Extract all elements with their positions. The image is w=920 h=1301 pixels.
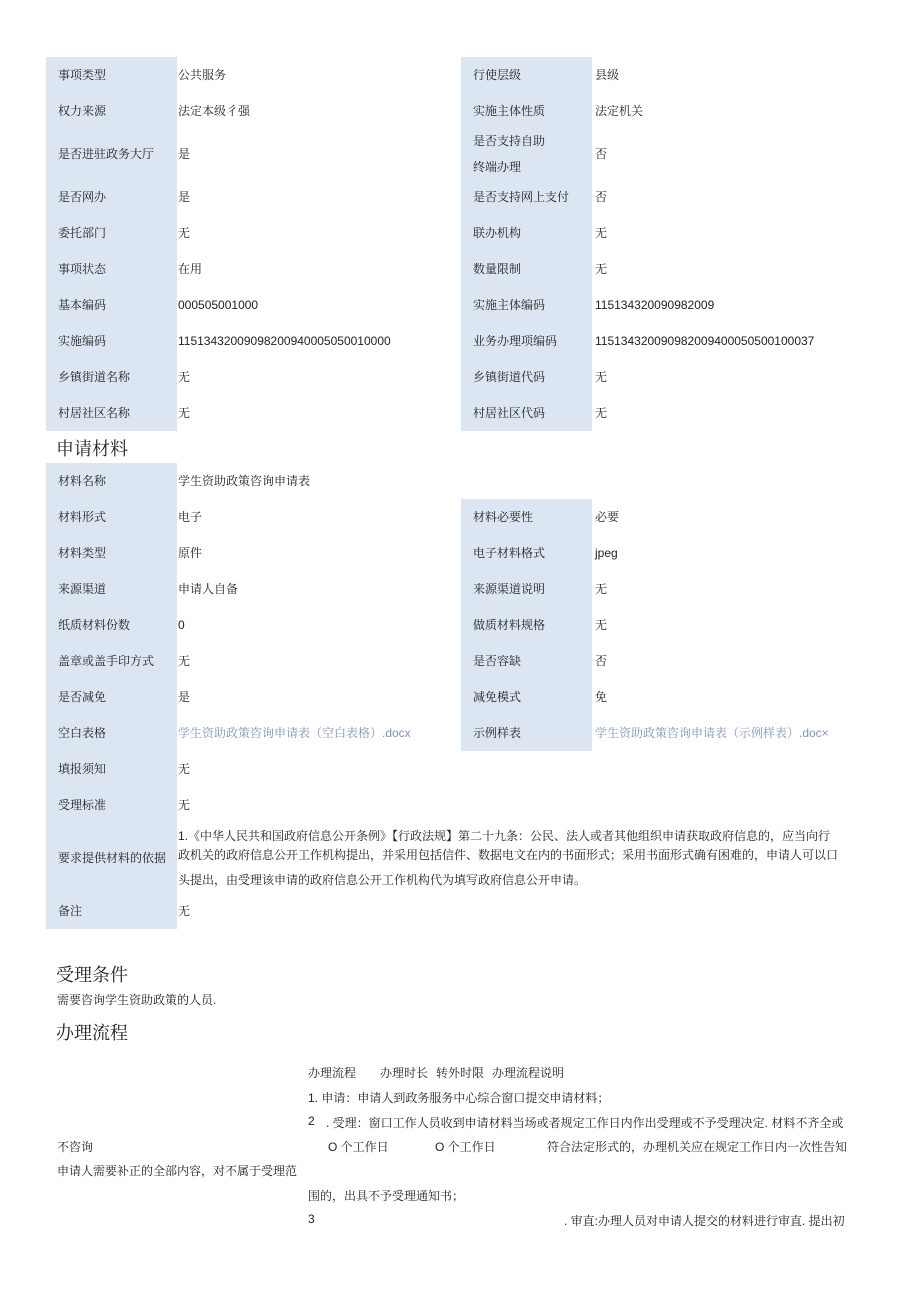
row-value-left: 11513432009098200940005050010000 xyxy=(178,334,391,348)
sample-form-link[interactable]: 学生资助政策咨询申请表（示例样表）.doc× xyxy=(595,726,829,740)
note-value: 无 xyxy=(178,904,191,918)
row-value-right: 必要 xyxy=(595,510,620,524)
process-header-flow: 办理流程 xyxy=(308,1066,357,1080)
row-label-left: 材料类型 xyxy=(46,535,177,571)
row-value-left: 无 xyxy=(178,370,191,384)
table-row xyxy=(46,287,860,323)
basis-row xyxy=(46,823,860,893)
row-value-left: 法定本级彳强 xyxy=(178,104,251,118)
acceptance-standard-label: 受理标准 xyxy=(46,787,177,823)
materials-table xyxy=(46,463,860,929)
fill-notice-value: 无 xyxy=(178,762,191,776)
basis-line-2: 政机关的政府信息公开工作机构提出，并采用包括信件、数据电文在内的书面形式；采用书面形式确有困难的，申请人可以口 xyxy=(178,847,839,862)
table-row xyxy=(46,179,860,215)
process-item-name: 不咨询 xyxy=(57,1140,94,1154)
row-value-right: 法定机关 xyxy=(595,104,644,118)
row-label-left: 空白表格 xyxy=(46,715,177,751)
row-value-right: 115134320090982009 xyxy=(595,298,715,312)
row-label-right: 业务办理项编码 xyxy=(461,323,592,359)
row-label-left: 来源渠道 xyxy=(46,571,177,607)
table-row xyxy=(46,535,860,571)
row-label-left: 基本编码 xyxy=(46,287,177,323)
row-label-left: 事项类型 xyxy=(46,57,177,93)
process-step-2-text-c: 围的，出具不予受理通知书； xyxy=(308,1189,465,1203)
row-value-left: 是 xyxy=(178,190,191,204)
process-step-2-number: 2 xyxy=(308,1114,315,1128)
row-value-left: 0 xyxy=(178,618,185,632)
process-step-3-number: 3 xyxy=(308,1212,315,1226)
basis-line-1: 1.《中华人民共和国政府信息公开条例》【行政法规】第二十九条：公民、法人或者其他组织申请获取政府信息的，应当向行 xyxy=(178,828,831,843)
table-row xyxy=(46,359,860,395)
section-title-conditions: 受理条件 xyxy=(56,965,128,985)
row-label-left: 是否减免 xyxy=(46,679,177,715)
row-label-left: 是否进驻政务大厅 xyxy=(46,129,177,179)
row-value-right: 无 xyxy=(595,262,608,276)
basis-line-3: 头提出，由受理该申请的政府信息公开工作机构代为填写政府信息公开申请。 xyxy=(178,872,587,887)
process-header-transfer: 转外时限 xyxy=(436,1066,485,1080)
row-value-right: 无 xyxy=(595,226,608,240)
process-step-3-text: . 审直:办理人员对申请人提交的材料进行审直. 提出初 xyxy=(564,1214,845,1228)
row-value-left: 电子 xyxy=(178,510,203,524)
row-value-left: 公共服务 xyxy=(178,68,227,82)
material-name-value: 学生资助政策咨询申请表 xyxy=(178,474,311,488)
row-label-right: 减免模式 xyxy=(461,679,592,715)
note-row xyxy=(46,893,860,929)
row-value-left: 无 xyxy=(178,226,191,240)
table-row xyxy=(46,643,860,679)
process-transfer-value: O 个工作日 xyxy=(435,1140,496,1154)
table-row xyxy=(46,715,860,751)
row-label-right: 做质材料规格 xyxy=(461,607,592,643)
row-value-left: 申请人自备 xyxy=(178,582,239,596)
row-value-left: 无 xyxy=(178,406,191,420)
table-row xyxy=(46,607,860,643)
process-item-desc: 申请人需要补正的全部内容，对不属于受理范 xyxy=(57,1164,298,1178)
row-value-right: 否 xyxy=(595,654,608,668)
row-label-right: 乡镇街道代码 xyxy=(461,359,592,395)
row-label-left: 是否网办 xyxy=(46,179,177,215)
row-label-right: 是否支持自助终端办理 xyxy=(461,129,592,179)
row-label-right: 材料必要性 xyxy=(461,499,592,535)
table-row xyxy=(46,323,860,359)
process-duration-value: O 个工作日 xyxy=(328,1140,389,1154)
row-label-right: 联办机构 xyxy=(461,215,592,251)
table-row xyxy=(46,499,860,535)
row-value-right: 无 xyxy=(595,618,608,632)
process-header-duration: 办理时长 xyxy=(380,1066,429,1080)
material-name-row xyxy=(46,463,860,499)
row-label-right: 示例样表 xyxy=(461,715,592,751)
row-value-right: 否 xyxy=(595,190,608,204)
row-label-right: 行使层级 xyxy=(461,57,592,93)
row-value-left: 是 xyxy=(178,147,191,161)
table-row xyxy=(46,93,860,129)
row-label-right: 实施主体性质 xyxy=(461,93,592,129)
basis-label: 要求提供材料的依据 xyxy=(46,823,177,893)
row-value-right: 县级 xyxy=(595,68,620,82)
row-label-left: 实施编码 xyxy=(46,323,177,359)
table-row xyxy=(46,129,860,179)
row-label-right: 数量限制 xyxy=(461,251,592,287)
row-value-right: 无 xyxy=(595,582,608,596)
row-value-right: 否 xyxy=(595,147,608,161)
section-title-process: 办理流程 xyxy=(56,1023,128,1043)
row-value-right: 无 xyxy=(595,370,608,384)
acceptance-standard-value: 无 xyxy=(178,798,191,812)
blank-form-link[interactable]: 学生资助政策咨询申请表（空白表格）.docx xyxy=(178,726,411,740)
row-value-left: 是 xyxy=(178,690,191,704)
table-row xyxy=(46,251,860,287)
fill-notice-row xyxy=(46,751,860,787)
row-value-right: 无 xyxy=(595,406,608,420)
fill-notice-label: 填报须知 xyxy=(46,751,177,787)
row-value-left: 原件 xyxy=(178,546,203,560)
process-step-2-text-a: . 受理：窗口工作人员收到申请材料当场或者规定工作日内作出受理或不予受理决定. 材料不齐全或 xyxy=(326,1116,844,1130)
row-value-right: jpeg xyxy=(595,546,618,560)
row-label-left: 村居社区名称 xyxy=(46,395,177,431)
row-value-left: 无 xyxy=(178,654,191,668)
row-label-left: 材料形式 xyxy=(46,499,177,535)
note-label: 备注 xyxy=(46,893,177,929)
table-row xyxy=(46,395,860,431)
row-label-right: 是否容缺 xyxy=(461,643,592,679)
table-row xyxy=(46,679,860,715)
table-row xyxy=(46,215,860,251)
acceptance-standard-row xyxy=(46,787,860,823)
process-step-1: 1. 申请：申请人到政务服务中心综合窗口提交申请材料； xyxy=(308,1091,610,1105)
row-label-left: 纸质材料份数 xyxy=(46,607,177,643)
table-row xyxy=(46,571,860,607)
process-step-2-text-b: 符合法定形式的，办理机关应在规定工作日内一次性告知 xyxy=(547,1140,848,1154)
row-value-left: 000505001000 xyxy=(178,298,259,312)
row-label-right: 来源渠道说明 xyxy=(461,571,592,607)
row-value-right: 115134320090982009400050500100037 xyxy=(595,334,815,348)
row-label-left: 事项状态 xyxy=(46,251,177,287)
process-header-description: 办理流程说明 xyxy=(492,1066,565,1080)
row-label-right: 是否支持网上支付 xyxy=(461,179,592,215)
row-label-left: 乡镇街道名称 xyxy=(46,359,177,395)
basic-info-table xyxy=(46,57,860,431)
table-row xyxy=(46,57,860,93)
basis-value xyxy=(178,823,860,893)
row-label-left: 权力来源 xyxy=(46,93,177,129)
row-label-right: 实施主体编码 xyxy=(461,287,592,323)
row-label-left: 委托部门 xyxy=(46,215,177,251)
material-name-label: 材料名称 xyxy=(46,463,177,499)
row-value-left: 在用 xyxy=(178,262,203,276)
conditions-text: 需要咨询学生资助政策的人员. xyxy=(57,993,217,1007)
row-value-right: 免 xyxy=(595,690,608,704)
row-label-right: 村居社区代码 xyxy=(461,395,592,431)
row-label-left: 盖章或盖手印方式 xyxy=(46,643,177,679)
section-title-materials: 申请材料 xyxy=(56,439,128,459)
row-label-right: 电子材料格式 xyxy=(461,535,592,571)
